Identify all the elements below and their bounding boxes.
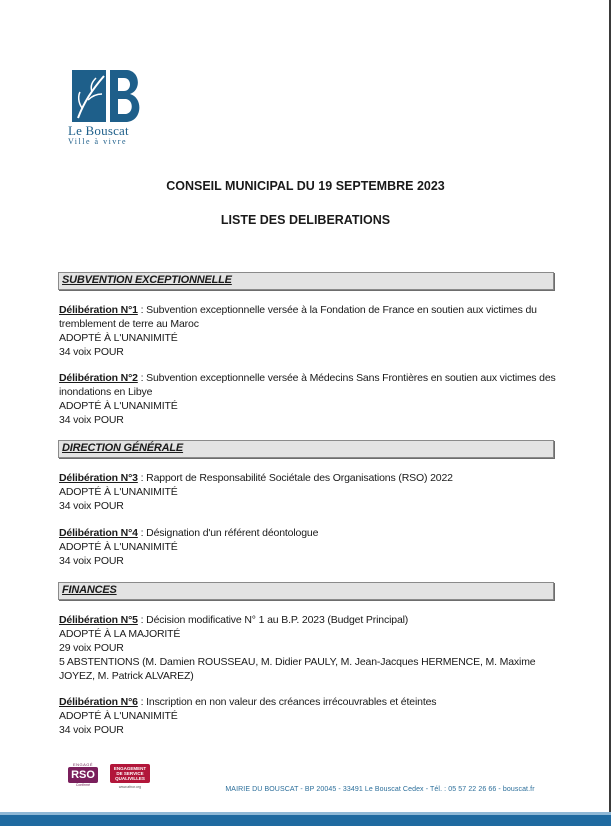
footer-band-highlight (0, 812, 611, 815)
deliberation-text: : Subvention exceptionnelle versée à la Fondation de France en soutien aux victimes du tremblement de terre au Maroc (59, 304, 537, 330)
rso-badge-top: ENGAGÉ (72, 762, 94, 767)
rso-badge-sub: Confirmé (75, 783, 91, 787)
service-badge-sub: www.afnor.org (118, 785, 142, 789)
deliberation-votes: 34 voix POUR (59, 414, 124, 426)
logo-name: Le Bouscat (68, 123, 129, 138)
footer-band (0, 812, 611, 826)
deliberation-2 (59, 371, 559, 427)
deliberation-number: Délibération N°2 (59, 372, 138, 384)
deliberation-votes: 29 voix POUR (59, 642, 124, 654)
footer-address: MAIRIE DU BOUSCAT - BP 20045 - 33491 Le Bouscat Cedex - Tél. : 05 57 22 26 66 - bouscat.fr (225, 786, 535, 793)
deliberation-votes: 34 voix POUR (59, 724, 124, 736)
section-heading-label: DIRECTION GÉNÉRALE (62, 442, 184, 454)
section-heading-subvention (58, 272, 554, 290)
deliberation-3 (59, 471, 559, 513)
service-badge-icon (110, 764, 150, 792)
section-heading-direction (58, 440, 554, 458)
section-heading-label: FINANCES (62, 584, 117, 596)
deliberation-number: Délibération N°3 (59, 472, 138, 484)
rso-badge-label: RSO (68, 767, 98, 783)
section-heading-finances (58, 582, 554, 600)
deliberation-number: Délibération N°4 (59, 527, 138, 539)
deliberation-result: ADOPTÉ À L'UNANIMITÉ (59, 541, 178, 553)
service-badge-label: ENGAGEMENT DE SERVICE QUALIVILLES (110, 764, 150, 783)
deliberation-1 (59, 303, 559, 359)
footer-badges (64, 762, 154, 798)
logo-tagline: Ville à vivre (68, 137, 128, 146)
deliberation-6 (59, 695, 559, 737)
deliberation-text: : Rapport de Responsabilité Sociétale des Organisations (RSO) 2022 (137, 472, 453, 484)
deliberation-votes: 34 voix POUR (59, 500, 124, 512)
deliberation-number: Délibération N°1 (59, 304, 138, 316)
deliberation-abstentions: 5 ABSTENTIONS (M. Damien ROUSSEAU, M. Didier PAULY, M. Jean-Jacques HERMENCE, M. Maxime JOYEZ, M. Patrick ALVAREZ) (59, 656, 536, 682)
deliberation-4 (59, 526, 559, 568)
section-heading-label: SUBVENTION EXCEPTIONNELLE (62, 274, 232, 286)
deliberation-result: ADOPTÉ À L'UNANIMITÉ (59, 332, 178, 344)
page-title: CONSEIL MUNICIPAL DU 19 SEPTEMBRE 2023 (166, 179, 445, 193)
deliberation-result: ADOPTÉ À L'UNANIMITÉ (59, 400, 178, 412)
deliberation-votes: 34 voix POUR (59, 346, 124, 358)
deliberation-text: : Inscription en non valeur des créances irrécouvrables et éteintes (137, 696, 437, 708)
deliberation-number: Délibération N°6 (59, 696, 138, 708)
rso-badge-icon (64, 762, 102, 798)
deliberation-result: ADOPTÉ À L'UNANIMITÉ (59, 710, 178, 722)
deliberation-votes: 34 voix POUR (59, 555, 124, 567)
page-subtitle: LISTE DES DELIBERATIONS (220, 213, 391, 227)
logo-wordmark (68, 124, 148, 146)
deliberation-text: : Subvention exceptionnelle versée à Médecins Sans Frontières en soutien aux victimes des inondations en Libye (59, 372, 556, 398)
deliberation-text: : Décision modificative N° 1 au B.P. 2023 (Budget Principal) (137, 614, 409, 626)
deliberation-5 (59, 613, 559, 683)
deliberation-text: : Désignation d'un référent déontologue (137, 527, 319, 539)
deliberation-result: ADOPTÉ À LA MAJORITÉ (59, 628, 181, 640)
deliberation-result: ADOPTÉ À L'UNANIMITÉ (59, 486, 178, 498)
deliberation-number: Délibération N°5 (59, 614, 138, 626)
